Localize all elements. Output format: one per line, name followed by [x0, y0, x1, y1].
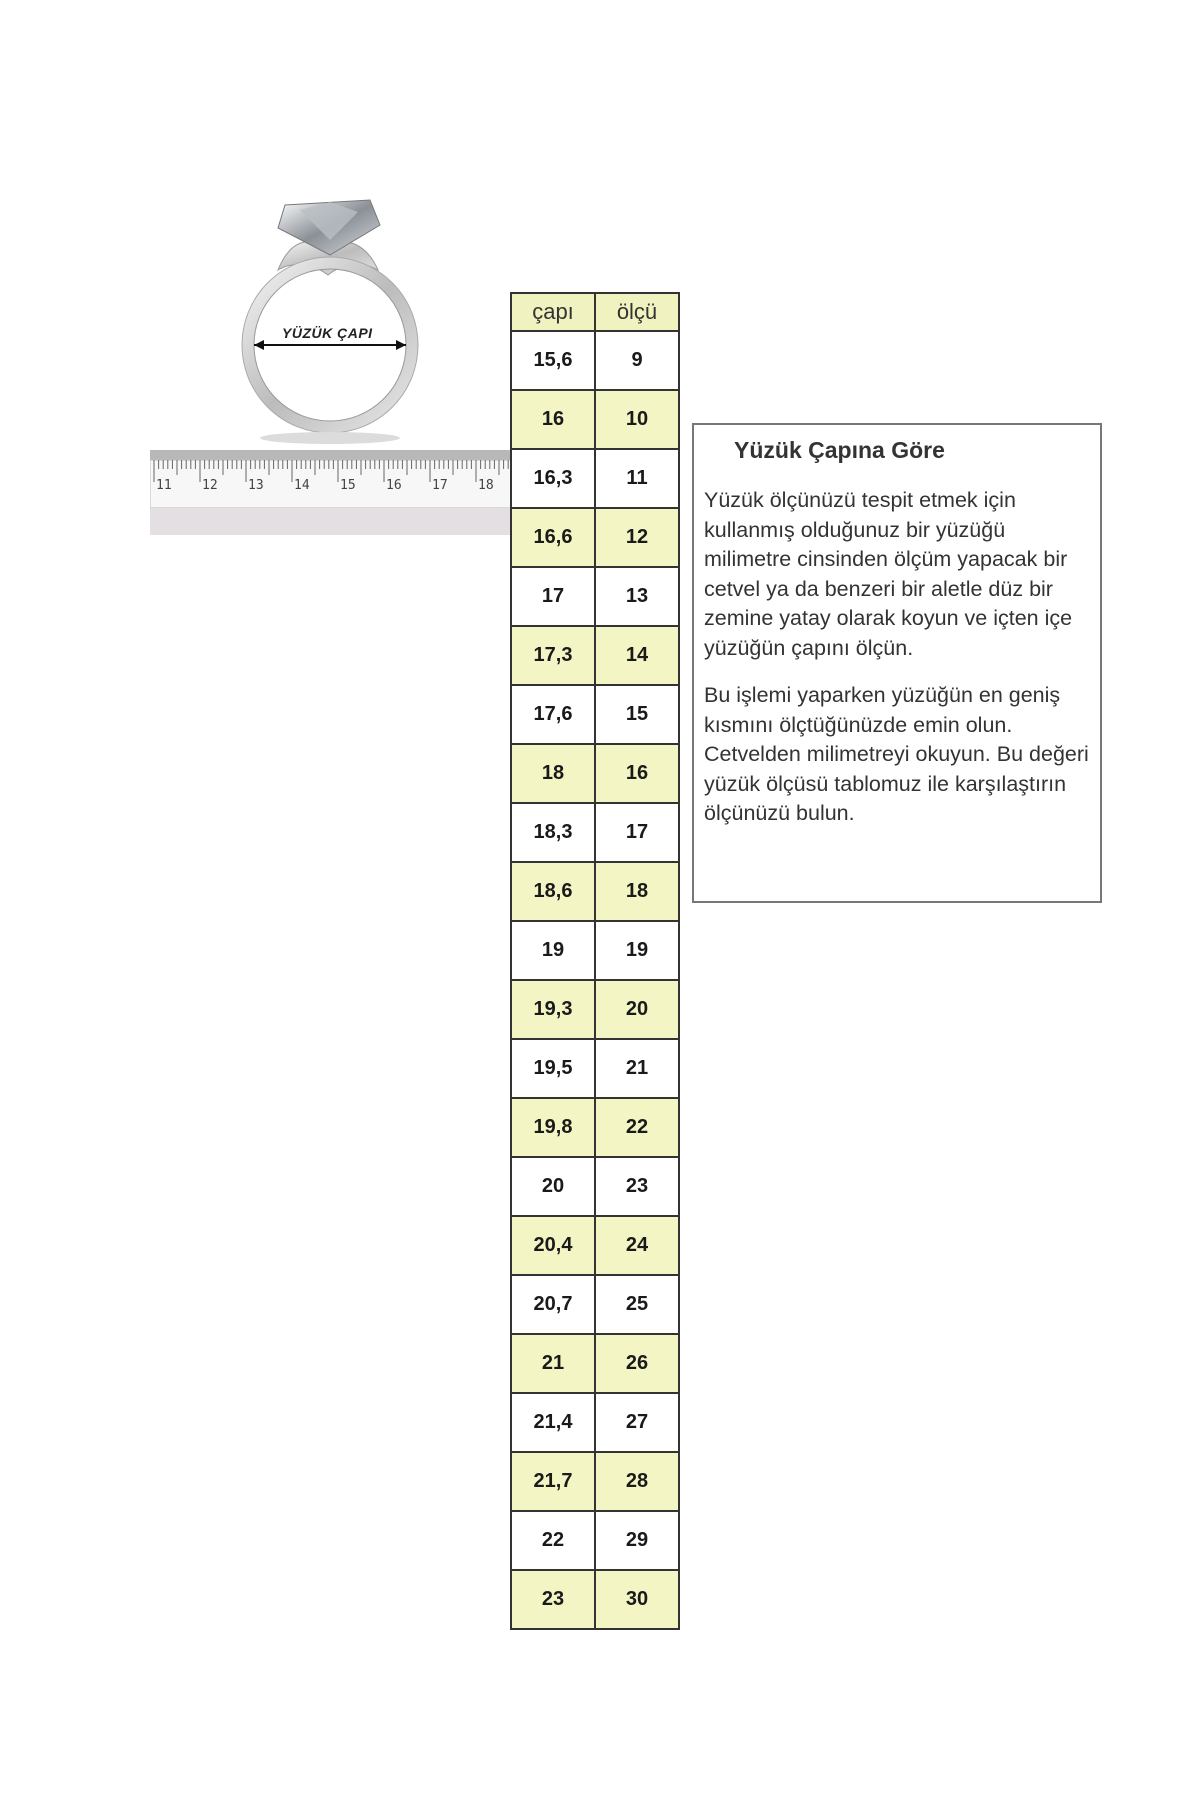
- cell-capi: 22: [511, 1511, 595, 1570]
- ruler-number: 18: [478, 478, 494, 493]
- table-row: [511, 1157, 679, 1216]
- table-row: [511, 1393, 679, 1452]
- table-row: [511, 1570, 679, 1629]
- cell-capi: 21,4: [511, 1393, 595, 1452]
- table-row: [511, 744, 679, 803]
- header-olcu: ölçü: [595, 293, 679, 331]
- table-row: [511, 980, 679, 1039]
- ruler-number: 16: [386, 478, 402, 493]
- table-row: [511, 1098, 679, 1157]
- cell-olcu: 29: [595, 1511, 679, 1570]
- cell-capi: 17,6: [511, 685, 595, 744]
- cell-olcu: 14: [595, 626, 679, 685]
- cell-olcu: 23: [595, 1157, 679, 1216]
- cell-capi: 19,8: [511, 1098, 595, 1157]
- cell-capi: 16,6: [511, 508, 595, 567]
- cell-capi: 16: [511, 390, 595, 449]
- ruler-number: 11: [156, 478, 172, 493]
- cell-olcu: 15: [595, 685, 679, 744]
- info-paragraph-2: Bu işlemi yaparken yüzüğün en geniş kısmını ölçtüğünüzde emin olun. Cetvelden milimetreyi okuyun. Bu değeri yüzük ölçüsü tablomuz ile karşılaştırın ölçünüzü bulun.: [704, 683, 1089, 825]
- table-row: [511, 449, 679, 508]
- cell-capi: 20,4: [511, 1216, 595, 1275]
- cell-olcu: 22: [595, 1098, 679, 1157]
- cell-olcu: 9: [595, 331, 679, 390]
- table-row: [511, 1216, 679, 1275]
- cell-olcu: 20: [595, 980, 679, 1039]
- cell-capi: 17: [511, 567, 595, 626]
- table-row: [511, 685, 679, 744]
- table-row: [511, 1275, 679, 1334]
- cell-capi: 19,3: [511, 980, 595, 1039]
- table-header-row: [511, 293, 679, 331]
- cell-capi: 20,7: [511, 1275, 595, 1334]
- info-title: Yüzük Çapına Göre: [734, 437, 945, 463]
- cell-capi: 21,7: [511, 1452, 595, 1511]
- cell-olcu: 28: [595, 1452, 679, 1511]
- table-row: [511, 862, 679, 921]
- cell-olcu: 16: [595, 744, 679, 803]
- table-row: [511, 508, 679, 567]
- cell-olcu: 27: [595, 1393, 679, 1452]
- ring-size-table: [510, 292, 680, 1630]
- cell-olcu: 30: [595, 1570, 679, 1629]
- ring-diameter-label: YÜZÜK ÇAPI: [282, 325, 373, 341]
- cell-capi: 18,3: [511, 803, 595, 862]
- ruler-number: 15: [340, 478, 356, 493]
- header-capi: çapı: [511, 293, 595, 331]
- info-box: [692, 423, 1102, 903]
- table-row: [511, 1334, 679, 1393]
- cell-olcu: 10: [595, 390, 679, 449]
- table-row: [511, 921, 679, 980]
- cell-capi: 16,3: [511, 449, 595, 508]
- cell-olcu: 12: [595, 508, 679, 567]
- cell-capi: 19: [511, 921, 595, 980]
- cell-capi: 20: [511, 1157, 595, 1216]
- cell-capi: 23: [511, 1570, 595, 1629]
- table-row: [511, 1452, 679, 1511]
- cell-olcu: 13: [595, 567, 679, 626]
- cell-capi: 18,6: [511, 862, 595, 921]
- cell-olcu: 17: [595, 803, 679, 862]
- table-row: [511, 390, 679, 449]
- table-row: [511, 803, 679, 862]
- cell-capi: 19,5: [511, 1039, 595, 1098]
- table-row: [511, 626, 679, 685]
- table-row: [511, 1511, 679, 1570]
- cell-olcu: 21: [595, 1039, 679, 1098]
- cell-capi: 15,6: [511, 331, 595, 390]
- cell-capi: 18: [511, 744, 595, 803]
- ruler-number: 17: [432, 478, 448, 493]
- ruler-number: 13: [248, 478, 264, 493]
- ring-illustration: [230, 180, 430, 450]
- table-row: [511, 1039, 679, 1098]
- cell-olcu: 24: [595, 1216, 679, 1275]
- ruler-number: 12: [202, 478, 218, 493]
- table-row: [511, 331, 679, 390]
- cell-olcu: 25: [595, 1275, 679, 1334]
- ruler-number: 14: [294, 478, 310, 493]
- cell-capi: 21: [511, 1334, 595, 1393]
- cell-olcu: 11: [595, 449, 679, 508]
- table-row: [511, 567, 679, 626]
- cell-capi: 17,3: [511, 626, 595, 685]
- cell-olcu: 26: [595, 1334, 679, 1393]
- cell-olcu: 19: [595, 921, 679, 980]
- cell-olcu: 18: [595, 862, 679, 921]
- info-paragraph-1: Yüzük ölçünüzü tespit etmek için kullanmış olduğunuz bir yüzüğü milimetre cinsinden ölçüm yapacak bir cetvel ya da benzeri bir aletle düz bir zemine yatay olarak koyun ve içten içe yüzüğün çapını ölçün.: [704, 488, 1073, 660]
